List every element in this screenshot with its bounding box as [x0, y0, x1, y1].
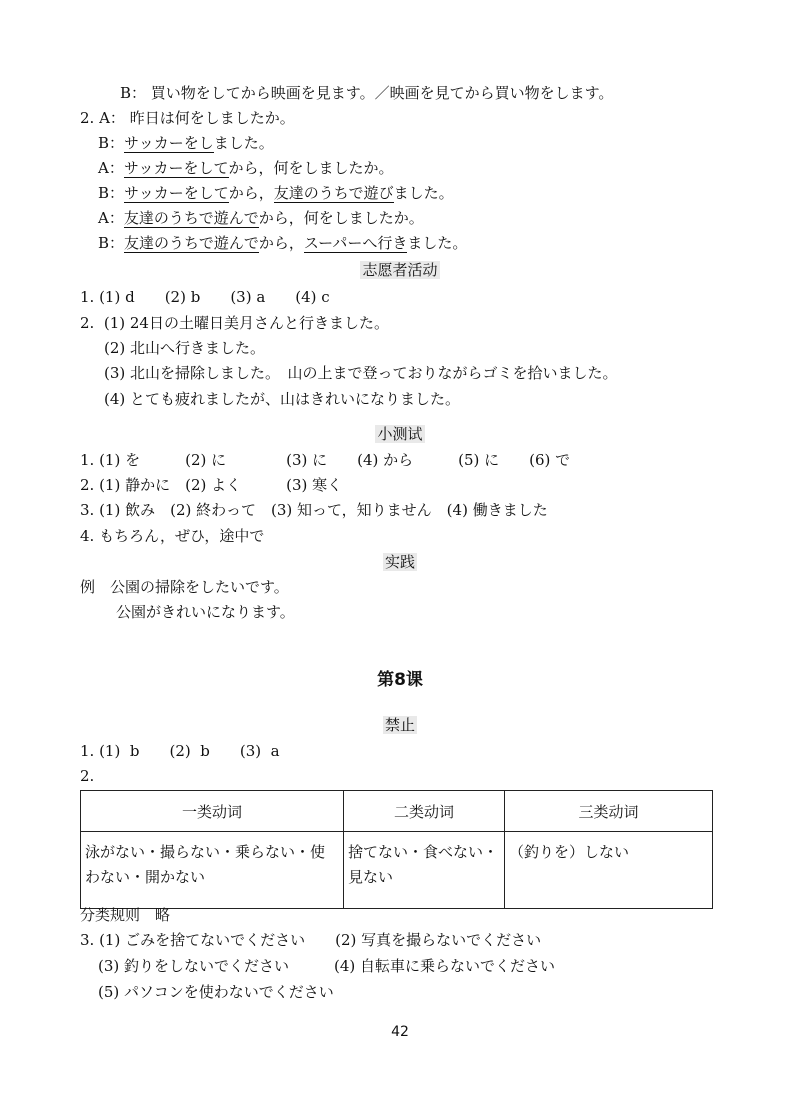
lesson-q3-line3: (5) パソコンを使わないでください — [98, 983, 334, 1001]
table-header-group3: 三类动词 — [505, 791, 713, 832]
dialogue-b-line: B： 買い物をしてから映画を見ます。／映画を見てから買い物をします。 — [120, 84, 614, 102]
verb-classification-table — [80, 790, 713, 909]
quiz-q1: 1. (1) を (2) に (3) に (4) から (5) に (6) で — [80, 451, 571, 469]
table-header-group1: 一类动词 — [81, 791, 344, 832]
lesson-q1: 1. (1) b (2) b (3) a — [80, 742, 280, 760]
table-cell-group2: 捨てない・食べない・見ない — [344, 832, 505, 909]
dialogue-b3: B：友達のうちで遊んでから，スーパーへ行きました。 — [98, 234, 468, 252]
dialogue-b1: B：サッカーをしました。 — [98, 134, 274, 152]
volunteer-q2-4: (4) とても疲れましたが、山はきれいになりました。 — [104, 390, 461, 408]
page-number: 42 — [391, 1024, 409, 1040]
section-heading-practice: 实践 — [384, 553, 415, 571]
table-header-group2: 二类动词 — [344, 791, 505, 832]
dialogue-a3: A：友達のうちで遊んでから，何をしましたか。 — [98, 209, 424, 227]
lesson-q3-line1: 3. (1) ごみを捨てないでください (2) 写真を撮らないでください — [80, 931, 542, 949]
volunteer-q1: 1. (1) d (2) b (3) a (4) c — [80, 288, 330, 306]
practice-example-1: 例 公園の掃除をしたいです。 — [80, 578, 289, 596]
dialogue-a1: 2. A： 昨日は何をしましたか。 — [80, 109, 295, 127]
table-cell-group3: （釣りを）しない — [505, 832, 713, 909]
quiz-q3: 3. (1) 飲み (2) 終わって (3) 知って，知りません (4) 働きました — [80, 501, 548, 519]
section-heading-quiz: 小测试 — [377, 425, 423, 443]
lesson-title: 第8课 — [377, 670, 423, 690]
dialogue-a2: A：サッカーをしてから，何をしましたか。 — [98, 159, 394, 177]
volunteer-q2-2: (2) 北山へ行きました。 — [104, 339, 266, 357]
section-heading-volunteer: 志愿者活动 — [362, 261, 438, 279]
lesson-q2: 2. — [80, 767, 95, 785]
volunteer-q2-1: 2. (1) 24日の土曜日美月さんと行きました。 — [80, 314, 389, 332]
table-cell-group1: 泳がない・撮らない・乗らない・使わない・開かない — [81, 832, 344, 909]
lesson-q3-line2: (3) 釣りをしないでください (4) 自転車に乗らないでください — [98, 957, 556, 975]
quiz-q2: 2. (1) 静かに (2) よく (3) 寒く — [80, 476, 343, 494]
volunteer-q2-3: (3) 北山を掃除しました。 山の上まで登っておりながらゴミを拾いました。 — [104, 364, 618, 382]
quiz-q4: 4. もちろん，ぜひ，途中で — [80, 527, 265, 545]
classification-rule: 分类规则 略 — [80, 906, 171, 924]
dialogue-b2: B：サッカーをしてから，友達のうちで遊びました。 — [98, 184, 454, 202]
section-heading-prohibition: 禁止 — [384, 716, 415, 734]
practice-example-2: 公園がきれいになります。 — [116, 603, 295, 621]
